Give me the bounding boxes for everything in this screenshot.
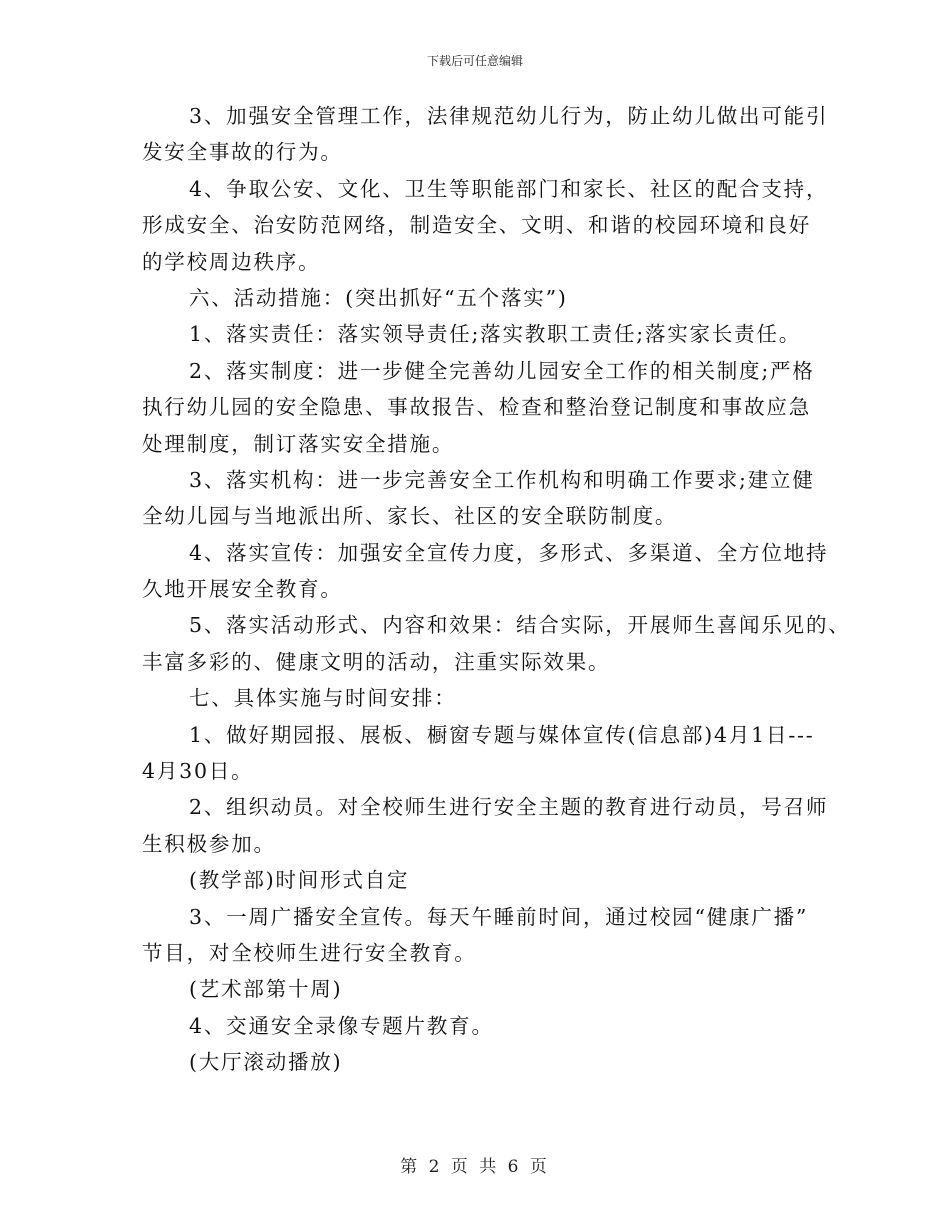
text-line: 丰富多彩的、健康文明的活动，注重实际效果。 [142,649,611,674]
text-line: 的学校周边秩序。 [142,249,321,274]
text-line: 1、做好期园报、展板、橱窗专题与媒体宣传(信息部)4月1日--- [189,722,815,747]
section-heading: 七、具体实施与时间安排： [189,686,457,711]
text-line: 4、落实宣传：加强安全宣传力度，多形式、多渠道、全方位地持 [189,540,829,565]
text-line: 处理制度，制订落实安全措施。 [142,431,455,456]
text-line: 生积极参加。 [142,831,276,856]
section-heading: 六、活动措施：(突出抓好“五个落实”) [189,285,568,310]
text-line: 2、组织动员。对全校师生进行安全主题的教育进行动员，号召师 [189,795,829,820]
text-line: 节目，对全校师生进行安全教育。 [142,940,477,965]
page-header: 下载后可任意编辑 [426,54,523,68]
text-line: 执行幼儿园的安全隐患、事故报告、检查和整治登记制度和事故应急 [142,395,811,420]
text-line: 发安全事故的行为。 [142,140,343,165]
document-body [142,98,851,1081]
text-line: 3、一周广播安全宣传。每天午睡前时间，通过校园“健康广播” [189,904,809,929]
text-line: 形成安全、治安防范网络，制造安全、文明、和谐的校园环境和良好 [142,213,811,238]
text-line: 3、加强安全管理工作，法律规范幼儿行为，防止幼儿做出可能引 [189,104,829,128]
text-line: 2、落实制度：进一步健全完善幼儿园安全工作的相关制度;严格 [189,358,815,383]
text-line: 久地开展安全教育。 [142,577,343,602]
text-line: (艺术部第十周) [189,977,343,1002]
text-line: 4、争取公安、文化、卫生等职能部门和家长、社区的配合支持， [189,176,829,201]
text-line: (教学部)时间形式自定 [189,868,410,893]
text-line: 4月30日。 [142,759,254,784]
text-line: 5、落实活动形式、内容和效果：结合实际，开展师生喜闻乐见的、 [189,613,851,638]
text-line: 全幼儿园与当地派出所、家长、社区的安全联防制度。 [142,504,678,529]
text-line: 1、落实责任：落实领导责任;落实教职工责任;落实家长责任。 [189,322,802,347]
text-line: (大厅滚动播放) [189,1050,343,1075]
text-line: 3、落实机构：进一步完善安全工作机构和明确工作要求;建立健 [189,467,815,492]
page-footer: 第 2 页 共 6 页 [400,1157,550,1177]
text-line: 4、交通安全录像专题片教育。 [189,1013,494,1038]
